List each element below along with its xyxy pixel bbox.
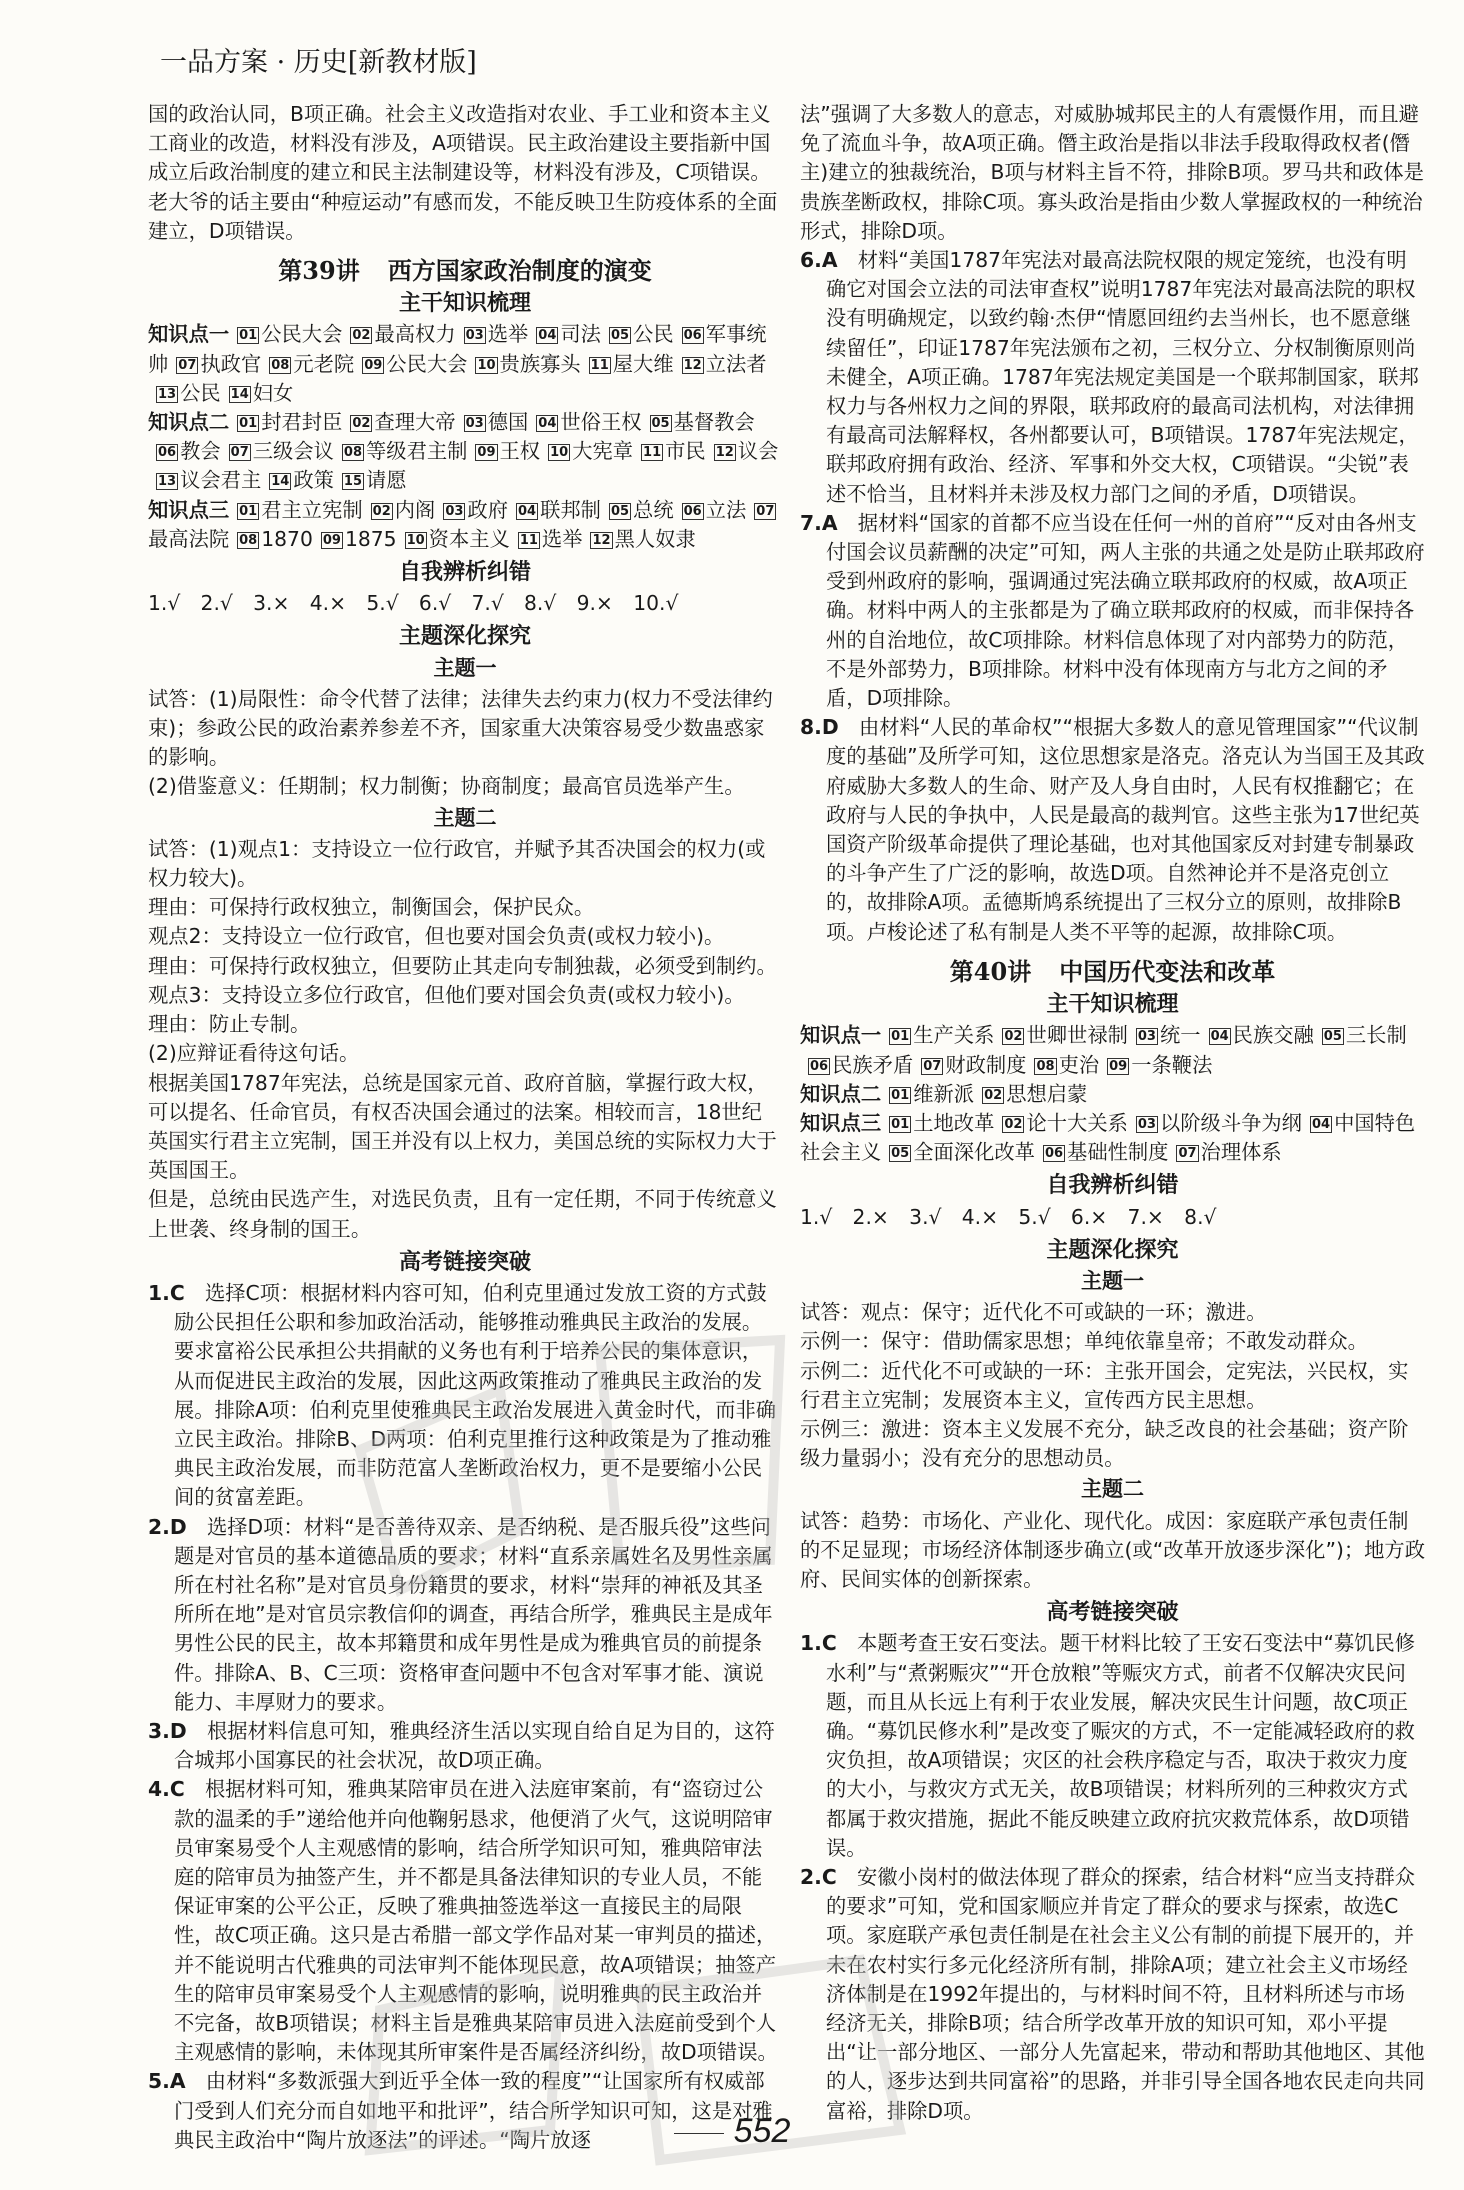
knowledge-point-1 — [148, 320, 782, 408]
item-number-badge: 10 — [406, 532, 425, 548]
item-number-badge: 08 — [239, 532, 258, 548]
answer-number: 2.D — [148, 1514, 207, 1539]
answer-text: 选择C项：根据材料内容可知，伯利克里通过发放工资的方式鼓励公民担任公职和参加政治活动，能够推动雅典民主政治的发展。要求富裕公民承担公共捐献的义务也有利于培养公民的集体意识，从而促进民主政治的发展，因此这两政策推动了雅典民主政治的发展。排除A项：伯利克里使雅典民主政治发展进入黄金时代，而非确立民主政治。排除B、D两项：伯利克里推行这种政策是为了推动雅典民主政治发展，而非防范富人垄断政治权力，更不是要缩小公民间的贫富差距。 — [174, 1280, 777, 1510]
kp-item-text: 土地改革 — [913, 1110, 995, 1135]
kp-item-text: 黑人奴隶 — [614, 526, 696, 551]
kp-item-text: 市民 — [665, 439, 706, 464]
answer-text: 本题考查王安石变法。题干材料比较了王安石变法中“募饥民修水利”与“煮粥赈灾”“开仓放粮”等赈灾方式，前者不仅解决灾民问题，而且从长远上有利于农业发展，解决灾民生计问题，故C项正确。“募饥民修水利”是改变了赈灾的方式，不一定能减轻政府的救灾负担，故A项错误；灾区的社会秩序稳定与否，取决于救灾力度的大小，与救灾方式无关，故B项错误；材料所列的三种救灾方式都属于救灾措施，据此不能反映建立政府抗灾救荒体系，故D项错误。 — [826, 1631, 1416, 1860]
answer-text: 由材料“人民的革命权”“根据大多数人的意见管理国家”“代议制度的基础”及所学可知，这位思想家是洛克。洛克认为当国王及其政府威胁大多数人的生命、财产及人身自由时，人民有权推翻它；在政府与人民的争执中，人民是最高的裁判官。这些主张为17世纪英国资产阶级革命提供了理论基础，也对其他国家反对封建专制暴政的斗争产生了广泛的影响，故选D项。自然神论并不是洛克创立的，故排除A项。孟德斯鸠系统提出了三权分立的原则，故排除B项。卢梭论述了私有制是人类不平等的起源，故排除C项。 — [826, 715, 1425, 944]
knowledge-point-3 — [800, 1109, 1425, 1167]
body-line: 试答：趋势：市场化、产业化、现代化。成因：家庭联产承包责任制的不足显现；市场经济体制逐步确立(或“改革开放逐步深化”)；地方政府、民间实体的创新探索。 — [800, 1508, 1425, 1591]
section-self-check: 自我辨析纠错 — [398, 560, 531, 586]
item-number-badge: 03 — [465, 416, 484, 432]
self-check-answers: 1.√ 2.√ 3.× 4.× 5.√ 6.√ 7.√ 8.√ 9.× 10.√ — [148, 591, 679, 616]
item-number-badge: 07 — [1178, 1146, 1197, 1162]
kp-item-text: 封君封臣 — [261, 410, 343, 435]
kp-items — [148, 498, 778, 551]
item-number-badge: 08 — [271, 357, 290, 373]
kp-label: 知识点一 — [148, 322, 230, 347]
kp-item-text: 公民 — [633, 322, 674, 347]
kp-label: 知识点一 — [800, 1023, 882, 1048]
kp-item-text: 公民大会 — [261, 322, 343, 347]
kp-item-text: 最高法院 — [148, 526, 230, 551]
kp-item-text: 财政制度 — [945, 1052, 1027, 1077]
item-number-badge: 14 — [230, 386, 249, 402]
kp-item-text: 三长制 — [1345, 1023, 1407, 1048]
section-self-check: 自我辨析纠错 — [1046, 1173, 1179, 1199]
item-number-badge: 02 — [984, 1087, 1003, 1103]
item-number-badge: 05 — [610, 328, 630, 344]
kp-item-text: 吏治 — [1058, 1052, 1100, 1077]
kp-items — [800, 1023, 1407, 1076]
kp-item-text: 公民 — [180, 380, 221, 405]
exam-answer-item — [800, 713, 1425, 947]
kp-item-text: 王权 — [499, 439, 541, 464]
page-number: 552 — [0, 2112, 1464, 2151]
exam-answer-item — [148, 1717, 782, 1775]
kp-item-text: 三级会议 — [252, 439, 334, 464]
kp-item-text: 君主立宪制 — [261, 497, 363, 522]
kp-label: 知识点二 — [800, 1081, 882, 1106]
item-number-badge: 02 — [1004, 1116, 1023, 1132]
item-number-badge: 06 — [1044, 1146, 1064, 1162]
item-number-badge: 09 — [477, 445, 496, 461]
kp-item-text: 教会 — [180, 439, 221, 464]
exam-answer-item — [800, 1863, 1425, 2126]
exam-answer-item — [800, 509, 1425, 713]
lecture-number: 第40讲 — [949, 956, 1032, 986]
lecture-title: 西方国家政治制度的演变 — [387, 256, 652, 286]
item-number-badge: 02 — [352, 416, 371, 432]
item-number-badge: 03 — [465, 328, 484, 344]
kp-items — [148, 410, 778, 492]
answer-text: 据材料“国家的首都不应当设在任何一州的首府”“反对由各州支付国会议员薪酬的决定”可知，两人主张的共通之处是防止联邦政府受到州政府的影响，强调通过宪法确立联邦政府的权威，故A项正确。材料中两人的主张都是为了确立联邦政府的权威，而非保持各州的自治地位，故C项排除。材料信息体现了对内部势力的防范，不是外部势力，B项排除。材料中没有体现南方与北方之间的矛盾，D项排除。 — [826, 510, 1425, 711]
body-line: 根据美国1787年宪法，总统是国家元首、政府首脑，掌握行政大权，可以提名、任命官员，有权否决国会通过的法案。相较而言，18世纪英国实行君主立宪制，国王并没有以上权力，美国总统的实际权力大于英国国王。 — [148, 1070, 777, 1183]
kp-item-text: 德国 — [487, 410, 529, 435]
item-number-badge: 11 — [643, 445, 662, 461]
item-number-badge: 13 — [158, 474, 177, 490]
kp-item-text: 以阶级斗争为纲 — [1159, 1110, 1302, 1135]
kp-item-text: 资本主义 — [428, 526, 510, 551]
kp-item-text: 元老院 — [293, 351, 355, 376]
item-number-badge: 07 — [756, 503, 775, 519]
item-number-badge: 07 — [230, 445, 249, 461]
item-number-badge: 03 — [1137, 1029, 1156, 1045]
kp-label: 知识点三 — [148, 497, 230, 522]
section-knowledge: 主干知识梳理 — [1046, 992, 1179, 1018]
item-number-badge: 07 — [923, 1058, 942, 1074]
topic-1-body — [148, 685, 782, 802]
item-number-badge: 06 — [683, 328, 702, 344]
exam-answer-item — [148, 1775, 782, 2067]
kp-item-text: 司法 — [560, 322, 601, 347]
kp-items — [800, 1111, 1415, 1164]
item-number-badge: 06 — [158, 445, 177, 461]
item-number-badge: 12 — [592, 532, 611, 548]
item-number-badge: 02 — [372, 503, 391, 519]
kp-item-text: 基础性制度 — [1067, 1140, 1169, 1165]
item-number-badge: 10 — [550, 445, 569, 461]
kp-item-text: 一条鞭法 — [1131, 1052, 1213, 1077]
exam-answers — [800, 1629, 1425, 2125]
exam-answer-item — [148, 1513, 782, 1717]
item-number-badge: 01 — [239, 328, 258, 344]
knowledge-point-2 — [148, 408, 782, 496]
knowledge-point-1 — [800, 1021, 1425, 1079]
item-number-badge: 11 — [590, 357, 609, 373]
answer-number: 4.C — [148, 1777, 205, 1802]
kp-item-text: 执政官 — [200, 351, 262, 376]
section-exam-link: 高考链接突破 — [398, 1249, 531, 1275]
kp-item-text: 治理体系 — [1200, 1140, 1282, 1165]
item-number-badge: 02 — [352, 328, 371, 344]
answer-number: 3.D — [148, 1718, 207, 1743]
answer-number: 6.A — [800, 248, 858, 273]
knowledge-point-3 — [148, 496, 782, 554]
body-line: 观点3：支持设立多位行政官，但他们要对国会负责(或权力较小)。 — [148, 982, 745, 1007]
kp-item-text: 1870 — [261, 526, 313, 551]
answer-text: 材料“美国1787年宪法对最高法院权限的规定笼统，也没有明确它对国会立法的司法审查权”说明1787年宪法对最高法院的职权没有明确规定，以致约翰·杰伊“情愿回纽约去当州长，也不愿意继续留任”，印证1787年宪法颁布之初，三权分立、分权制衡原则尚未健全，A项正确。1787年宪法规定美国是一个联邦制国家，联邦权力与各州权力之间的界限，联邦政府的最高司法机构，对法律拥有最高司法解释权，各州都要认可，B项错误。1787年宪法规定，联邦政府拥有政治、经济、军事和外交大权，C项错误。“尖锐”表述不恰当，且材料并未涉及权力部门之间的矛盾，D项错误。 — [826, 248, 1419, 506]
knowledge-point-2 — [800, 1080, 1425, 1109]
topic-1-body — [800, 1298, 1425, 1473]
answer-text: 由材料“多数派强大到近乎全体一致的程度”“让国家所有权威部门受到人们充分而自如地平和批评”，结合所学知识可知，这是对雅典民主政治中“陶片放逐法”的评述。“陶片放逐 — [174, 2069, 773, 2152]
kp-item-text: 全面深化改革 — [913, 1140, 1035, 1165]
lecture-40-heading — [800, 957, 1425, 986]
self-check-answers: 1.√ 2.× 3.√ 4.× 5.√ 6.× 7.× 8.√ — [800, 1204, 1217, 1229]
kp-item-text: 立法者 — [705, 351, 767, 376]
item-number-badge: 04 — [1311, 1116, 1331, 1132]
section-deep-inquiry: 主题深化探究 — [1046, 1237, 1179, 1263]
kp-item-text: 妇女 — [252, 380, 294, 405]
body-line: 示例三：激进：资本主义发展不充分，缺乏改良的社会基础；资产阶级力量弱小；没有充分的思想动员。 — [800, 1416, 1409, 1471]
item-number-badge: 12 — [715, 445, 734, 461]
exam-answer-item — [148, 1279, 782, 1513]
kp-item-text: 联邦制 — [540, 497, 601, 522]
kp-item-text: 公民大会 — [386, 351, 468, 376]
body-line: 试答：(1)观点1：支持设立一位行政官，并赋予其否决国会的权力(或权力较大)。 — [148, 836, 766, 891]
item-number-badge: 11 — [519, 532, 538, 548]
item-number-badge: 05 — [651, 416, 670, 432]
item-number-badge: 03 — [445, 503, 464, 519]
kp-item-text: 民族交融 — [1232, 1023, 1314, 1048]
lecture-39-heading — [148, 256, 782, 285]
item-number-badge: 10 — [477, 357, 496, 373]
kp-item-text: 1875 — [344, 526, 397, 551]
kp-item-text: 中国特色社会主义 — [800, 1110, 1416, 1165]
kp-item-text: 政府 — [467, 497, 508, 522]
kp-item-text: 大宪章 — [572, 439, 634, 464]
item-number-badge: 04 — [538, 416, 557, 432]
item-number-badge: 05 — [1323, 1029, 1342, 1045]
kp-item-text: 最高权力 — [374, 322, 456, 347]
item-number-badge: 13 — [158, 386, 177, 402]
answer-text: 根据材料信息可知，雅典经济生活以实现自给自足为目的，这符合城邦小国寡民的社会状况，故D项正确。 — [174, 1718, 775, 1773]
kp-item-text: 议会 — [737, 439, 779, 464]
item-number-badge: 06 — [683, 503, 702, 519]
kp-item-text: 内阁 — [394, 497, 436, 522]
kp-item-text: 立法 — [705, 497, 747, 522]
answer-number: 1.C — [148, 1280, 205, 1305]
kp-item-text: 基督教会 — [673, 410, 755, 435]
item-number-badge: 07 — [178, 357, 197, 373]
kp-item-text: 世卿世禄制 — [1026, 1023, 1128, 1048]
item-number-badge: 05 — [610, 503, 630, 519]
answer-number: 5.A — [148, 2069, 206, 2094]
item-number-badge: 01 — [239, 416, 258, 432]
kp-item-text: 贵族寡头 — [499, 351, 581, 376]
lecture-title: 中国历代变法和改革 — [1059, 956, 1276, 986]
answer-number: 1.C — [800, 1631, 857, 1656]
body-line: 理由：可保持行政权独立，制衡国会，保护民众。 — [148, 895, 595, 920]
kp-item-text: 维新派 — [913, 1081, 975, 1106]
topic-1-heading: 主题一 — [1081, 1268, 1144, 1293]
exam-answer-item — [800, 246, 1425, 509]
answer-text: 安徽小岗村的做法体现了群众的探索，结合材料“应当支持群众的要求”可知，党和国家顺应并肯定了群众的要求与探索，故选C项。家庭联产承包责任制是在社会主义公有制的前提下展开的，并未在农村实行多元化经济所有制，排除A项；建立社会主义市场经济体制是在1992年提出的，与材料时间不符，且材料所述与市场经济无关，排除B项；结合所学改革开放的知识可知，邓小平提出“让一部分地区、一部分人先富起来，带动和帮助其他地区、其他的人，逐步达到共同富裕”的思路，并非引导全国各地农民走向共同富裕，排除D项。 — [826, 1864, 1425, 2123]
item-number-badge: 04 — [538, 328, 557, 344]
body-line: 但是，总统由民选产生，对选民负责，且有一定任期，不同于传统意义上世袭、终身制的国王。 — [148, 1187, 777, 1241]
item-number-badge: 08 — [1036, 1058, 1055, 1074]
body-line: 观点2：支持设立一位行政官，但也要对国会负责(或权力较小)。 — [148, 924, 725, 949]
kp-item-text: 选举 — [541, 526, 583, 551]
lecture-number: 第39讲 — [278, 256, 360, 286]
body-line: 理由：防止专制。 — [148, 1012, 311, 1037]
kp-item-text: 世俗王权 — [560, 410, 642, 435]
item-number-badge: 02 — [1004, 1029, 1023, 1045]
kp-item-text: 请愿 — [366, 468, 407, 493]
kp-item-text: 查理大帝 — [374, 410, 456, 435]
exam-answers — [148, 1279, 782, 2155]
item-number-badge: 12 — [683, 357, 702, 373]
topic-2-heading: 主题二 — [1081, 1477, 1144, 1502]
kp-item-text: 统一 — [1159, 1023, 1201, 1048]
item-number-badge: 05 — [891, 1146, 910, 1162]
item-number-badge: 09 — [364, 357, 383, 373]
kp-item-text: 屋大维 — [612, 351, 674, 376]
body-line: 试答：观点：保守；近代化不可或缺的一环；激进。 — [800, 1300, 1267, 1325]
item-number-badge: 09 — [1109, 1058, 1128, 1074]
topic-2-heading: 主题二 — [433, 805, 497, 830]
item-number-badge: 15 — [343, 474, 362, 490]
body-line: (2)借鉴意义：任期制；权力制衡；协商制度；最高官员选举产生。 — [148, 774, 745, 799]
item-number-badge: 01 — [891, 1087, 910, 1103]
kp-item-text: 等级君主制 — [366, 439, 468, 464]
body-line: 理由：可保持行政权独立，但要防止其走向专制独裁，必须受到制约。 — [148, 953, 777, 978]
left-column — [148, 100, 782, 2155]
kp-items — [148, 322, 767, 404]
item-number-badge: 06 — [810, 1058, 829, 1074]
running-title: 一品方案 · 历史[新教材版] — [160, 47, 477, 78]
answer-number: 2.C — [800, 1864, 857, 1889]
item-number-badge: 14 — [271, 474, 290, 490]
item-number-badge: 01 — [891, 1116, 910, 1132]
body-line: (2)应辩证看待这句话。 — [148, 1041, 360, 1066]
kp-item-text: 思想启蒙 — [1006, 1081, 1088, 1106]
right-column — [800, 100, 1425, 2126]
kp-item-text: 民族矛盾 — [832, 1052, 914, 1077]
kp-item-text: 选举 — [487, 322, 529, 347]
item-number-badge: 01 — [891, 1029, 910, 1045]
item-number-badge: 03 — [1137, 1116, 1156, 1132]
item-number-badge: 01 — [239, 503, 258, 519]
topic-2-body — [148, 835, 782, 1244]
kp-item-text: 论十大关系 — [1026, 1110, 1128, 1135]
intro-paragraph: 国的政治认同，B项正确。社会主义改造指对农业、手工业和资本主义工商业的改造，材料没有涉及，A项错误。民主政治建设主要指新中国成立后政治制度的建立和民主法制建设等，材料没有涉及，C项错误。老大爷的话主要由“种痘运动”有感而发，不能反映卫生防疫体系的全面建立，D项错误。 — [148, 102, 778, 243]
answer-number: 7.A — [800, 510, 858, 535]
answer-number: 8.D — [800, 715, 859, 740]
item-number-badge: 09 — [322, 532, 341, 548]
kp-item-text: 政策 — [293, 468, 334, 493]
kp-label: 知识点三 — [800, 1110, 882, 1135]
answer-text: 根据材料可知，雅典某陪审员在进入法庭审案前，有“盗窃过公款的温柔的手”递给他并向他鞠躬恳求，他便消了火气，这说明陪审员审案易受个人主观感情的影响，结合所学知识可知，雅典陪审法庭的陪审员为抽签产生，并不都是具备法律知识的专业人员，不能保证审案的公平公正，反映了雅典抽签选举这一直接民主的局限性，故C项正确。这只是古希腊一部文学作品对某一审判员的描述，并不能说明古代雅典的司法审判不能体现民意，故A项错误；抽签产生的陪审员审案易受个人主观感情的影响，说明雅典的民主政治并不完备，故B项错误；材料主旨是雅典某陪审员进入法庭前受到个人主观感情的影响，未体现其所审案件是否属经济纠纷，故D项错误。 — [174, 1777, 778, 2065]
section-exam-link: 高考链接突破 — [1046, 1600, 1179, 1626]
exam-answers-continued — [800, 246, 1425, 947]
item-number-badge: 08 — [343, 445, 362, 461]
answer-text: 选择D项：材料“是否善待双亲、是否纳税、是否服兵役”这些问题是对官员的基本道德品质的要求；材料“直系亲属姓名及男性亲属所在村社名称”是对官员身份籍贯的要求，材料“崇拜的神祇及其圣所所在地”是对官员宗教信仰的调查，再结合所学，雅典民主是成年男性公民的民主，故本邦籍贯和成年男性是成为雅典官员的前提条件。排除A、B、C三项：资格审查问题中不包含对军事才能、演说能力、丰厚财力的要求。 — [174, 1514, 773, 1714]
kp-item-text: 议会君主 — [180, 468, 262, 493]
topic-1-heading: 主题一 — [433, 655, 497, 680]
section-knowledge: 主干知识梳理 — [398, 291, 531, 317]
exam-answer-item — [800, 1629, 1425, 1863]
body-line: 示例一：保守：借助儒家思想；单纯依靠皇帝；不敢发动群众。 — [800, 1329, 1368, 1354]
kp-item-text: 总统 — [633, 497, 674, 522]
kp-label: 知识点二 — [148, 410, 230, 435]
item-number-badge: 04 — [1210, 1029, 1229, 1045]
section-deep-inquiry: 主题深化探究 — [398, 624, 531, 650]
kp-item-text: 军事统帅 — [148, 322, 767, 376]
item-number-badge: 04 — [518, 503, 537, 519]
exam-5-continued: 法”强调了大多数人的意志，对威胁城邦民主的人有震慑作用，而且避免了流血斗争，故A项正确。僭主政治是指以非法手段取得政权者(僭主)建立的独裁统治，B项与材料主旨不符，排除B项。罗马共和政体是贵族垄断政权，排除C项。寡头政治是指由少数人掌握政权的一种统治形式，排除D项。 — [800, 102, 1424, 243]
kp-items — [881, 1082, 1087, 1106]
kp-item-text: 生产关系 — [913, 1023, 995, 1048]
body-line: 示例二：近代化不可或缺的一环：主张开国会，定宪法，兴民权，实行君主立宪制；发展资本主义，宣传西方民主思想。 — [800, 1358, 1409, 1412]
body-line: 试答：(1)局限性：命令代替了法律；法律失去约束力(权力不受法律约束)；参政公民的政治素养参差不齐，国家重大决策容易受少数蛊惑家的影响。 — [148, 686, 773, 770]
topic-2-body — [800, 1507, 1425, 1595]
